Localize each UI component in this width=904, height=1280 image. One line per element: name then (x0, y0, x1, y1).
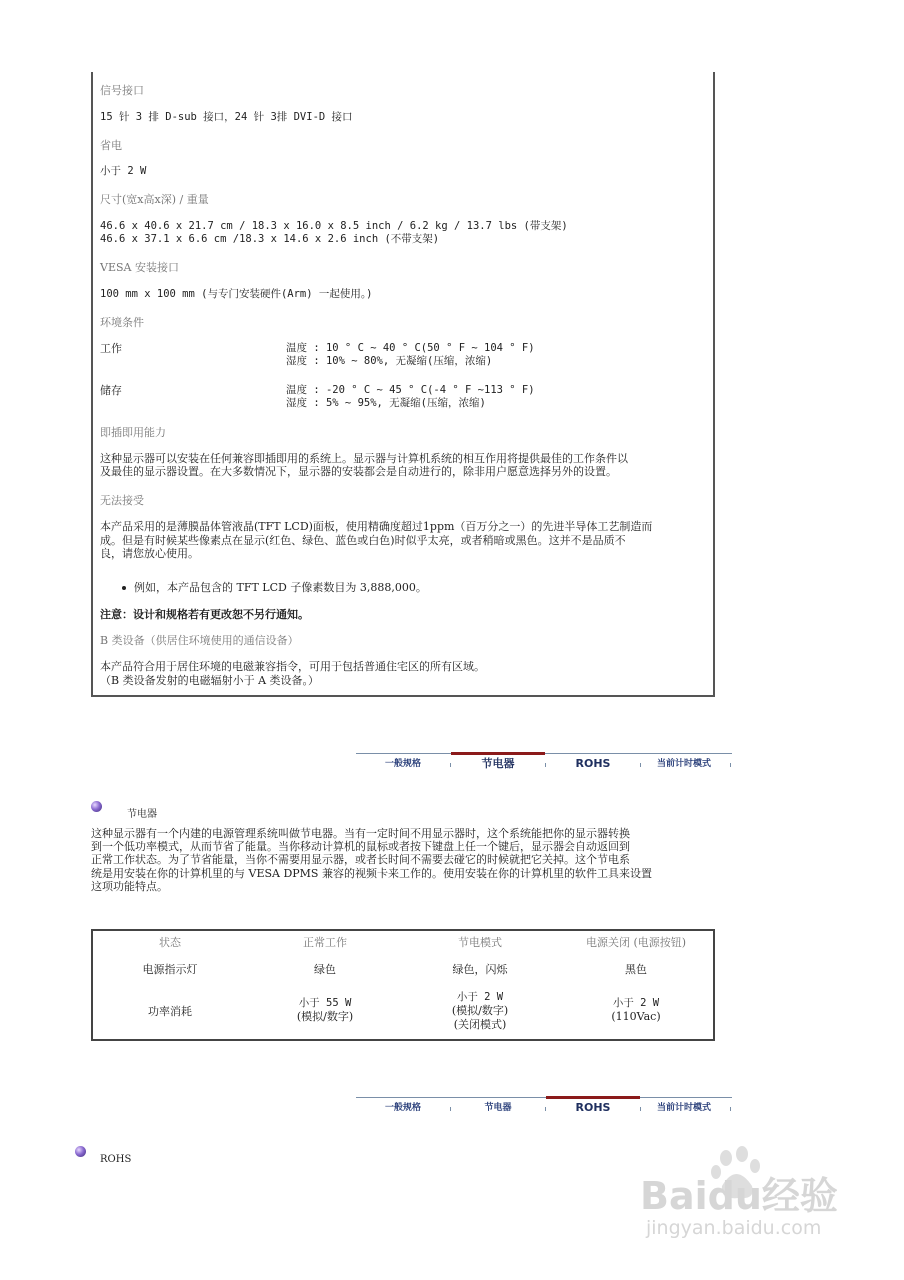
table-cell-consumption-off-2: (110Vac) (611, 1010, 661, 1023)
tab-timing-modes[interactable]: 当前计时模式 (656, 1103, 711, 1113)
bullet-orb-icon (91, 801, 102, 812)
table-cell-indicator-saving: 绿色，闪烁 (452, 963, 508, 976)
tab-power-saver[interactable]: 节电器 (481, 757, 515, 770)
table-cell-indicator-normal: 绿色 (314, 963, 336, 976)
power-saver-para-line-5: 这项功能特点。 (91, 880, 168, 893)
class-b-line-1: 本产品符合用于居住环境的电磁兼容指令，可用于包括普通住宅区的所有区域。 (100, 660, 485, 673)
unacceptable-line-3: 良，请您放心使用。 (100, 547, 199, 560)
table-header-saving: 节电模式 (458, 936, 502, 949)
env-storage-temperature: 温度 : -20 ° C ~ 45 ° C(-4 ° F ~113 ° F) (286, 384, 535, 396)
plug-and-play-line-1: 这种显示器可以安装在任何兼容即插即用的系统上。显示器与计算机系统的相互作用将提供最佳的工作条件以 (100, 452, 628, 465)
tab-rohs[interactable]: ROHS (575, 757, 611, 770)
table-cell-consumption-off-1: 小于 2 W (612, 997, 660, 1009)
signal-value: 15 针 3 排 D-sub 接口，24 针 3排 DVI-D 接口 (100, 111, 353, 123)
power-saver-title: 节电器 (127, 809, 157, 820)
unacceptable-heading: 无法接受 (100, 494, 144, 507)
watermark-url: jingyan.baidu.com (646, 1217, 822, 1239)
notice-text: 注意：设计和规格若有更改恕不另行通知。 (100, 608, 309, 621)
active-tab-indicator (546, 1096, 640, 1099)
power-saver-para-line-4: 统是用安装在你的计算机里的与 VESA DPMS 兼容的视频卡来工作的。使用安装在你的计算机里的软件工具来设置 (91, 867, 652, 880)
env-operating-humidity: 湿度 : 10% ~ 80%, 无凝缩(压缩，浓缩) (286, 355, 493, 367)
power-saver-para-line-3: 正常工作状态。为了节省能量，当你不需要用显示器，或者长时间不需要去碰它的时候就把它关掉。这个节电系 (91, 853, 630, 866)
plug-and-play-heading: 即插即用能力 (100, 426, 166, 439)
class-b-heading: B 类设备（供居住环境使用的通信设备） (100, 634, 299, 647)
env-storage-humidity: 湿度 : 5% ~ 95%, 无凝缩(压缩，浓缩) (286, 397, 486, 409)
table-header-normal: 正常工作 (303, 936, 347, 949)
tab-general-specs[interactable]: 一般规格 (384, 1103, 421, 1113)
tab-general-specs[interactable]: 一般规格 (384, 759, 421, 769)
table-cell-consumption-normal-2: (模拟/数字) (296, 1010, 354, 1023)
table-header-off: 电源关闭 (电源按钮) (585, 936, 687, 949)
plug-and-play-line-2: 及最佳的显示器设置。在大多数情况下，显示器的安装都会是自动进行的，除非用户愿意选择另外的设置。 (100, 465, 617, 478)
dimensions-line-1: 46.6 x 40.6 x 21.7 cm / 18.3 x 16.0 x 8.5 inch / 6.2 kg / 13.7 lbs (带支架) (100, 220, 568, 232)
table-cell-consumption-saving-1: 小于 2 W (456, 991, 504, 1003)
tab-bar-power-saver (356, 753, 732, 773)
tab-timing-modes[interactable]: 当前计时模式 (656, 759, 711, 769)
signal-heading: 信号接口 (100, 84, 144, 97)
dimensions-line-2: 46.6 x 37.1 x 6.6 cm /18.3 x 14.6 x 2.6 inch (不带支架) (100, 233, 440, 245)
environment-heading: 环境条件 (100, 316, 144, 329)
tab-bar-rohs (356, 1097, 732, 1117)
bullet-orb-icon (75, 1146, 86, 1157)
watermark-brand: Baidu经验 (640, 1174, 838, 1218)
baidu-watermark (640, 1150, 850, 1240)
env-operating-temperature: 温度 : 10 ° C ~ 40 ° C(50 ° F ~ 104 ° F) (286, 342, 535, 354)
dimensions-heading: 尺寸(宽x高x深) / 重量 (100, 193, 209, 206)
class-b-line-2: （B 类设备发射的电磁辐射小于 A 类设备。） (100, 674, 320, 687)
bullet-example: 例如，本产品包含的 TFT LCD 子像素数目为 3,888,000。 (134, 581, 427, 594)
tab-power-saver[interactable]: 节电器 (484, 1103, 512, 1113)
vesa-value: 100 mm x 100 mm (与专门安装硬件(Arm) 一起使用。) (100, 288, 373, 300)
unacceptable-line-2: 成。但是有时候某些像素点在显示(红色、绿色、蓝色或白色)时似乎太亮，或者稍暗或黑色。这并不是品质不 (100, 534, 626, 547)
table-cell-consumption-saving-2: (模拟/数字) (451, 1004, 509, 1017)
table-cell-indicator-label: 电源指示灯 (142, 963, 198, 976)
tab-rohs[interactable]: ROHS (575, 1101, 611, 1114)
active-tab-indicator (451, 752, 545, 755)
table-header-state: 状态 (159, 936, 181, 949)
bullet-dot (122, 586, 126, 590)
rohs-title: ROHS (100, 1154, 132, 1165)
table-cell-consumption-label: 功率消耗 (148, 1005, 192, 1018)
power-save-value: 小于 2 W (100, 165, 147, 177)
unacceptable-line-1: 本产品采用的是薄膜晶体管液晶(TFT LCD)面板，使用精确度超过1ppm（百万分之一）的先进半导体工艺制造而 (100, 520, 653, 533)
vesa-heading: VESA 安装接口 (100, 261, 179, 274)
power-saver-para-line-1: 这种显示器有一个内建的电源管理系统叫做节电器。当有一定时间不用显示器时，这个系统能把你的显示器转换 (91, 827, 630, 840)
power-save-heading: 省电 (100, 139, 122, 152)
table-cell-consumption-normal-1: 小于 55 W (298, 997, 352, 1009)
table-cell-indicator-off: 黑色 (625, 963, 647, 976)
power-saver-para-line-2: 到一个低功率模式，从而节省了能量。当你移动计算机的鼠标或者按下键盘上任一个键后，显示器会自动返回到 (91, 840, 630, 853)
env-operating-label: 工作 (100, 342, 122, 355)
env-storage-label: 储存 (100, 384, 122, 397)
table-cell-consumption-saving-3: (关闭模式) (453, 1018, 507, 1031)
